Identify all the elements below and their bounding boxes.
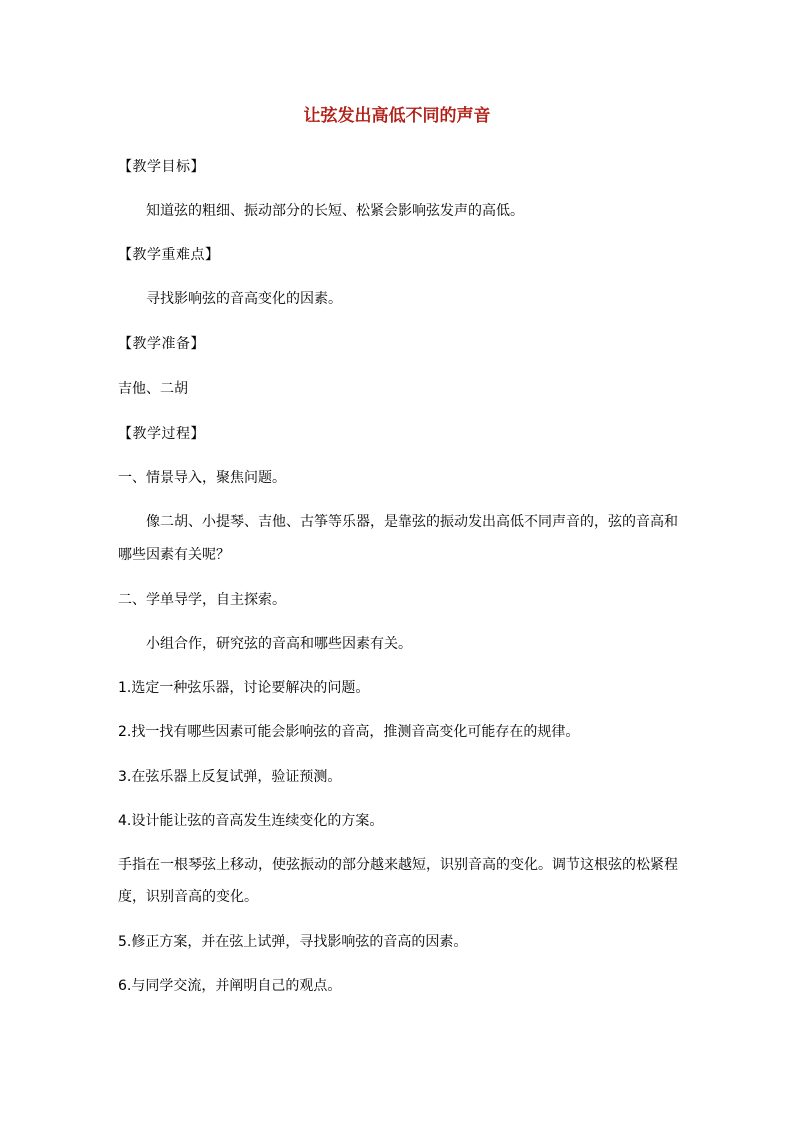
key-heading: 【教学重难点】 — [118, 247, 220, 263]
list-item: 6.与同学交流，并阐明自己的观点。 — [118, 978, 342, 994]
list-item: 4.设计能让弦的音高发生连续变化的方案。 — [118, 813, 384, 829]
method-line1: 手指在一根琴弦上移动，使弦振动的部分越来越短，识别音高的变化。调节这根弦的松紧程 — [118, 857, 678, 873]
step2-title: 二、学单导学，自主探索。 — [118, 592, 286, 608]
step1-text-line1: 像二胡、小提琴、吉他、古筝等乐器，是靠弦的振动发出高低不同声音的，弦的音高和 — [146, 514, 678, 530]
prep-heading: 【教学准备】 — [118, 336, 205, 352]
goal-heading: 【教学目标】 — [118, 159, 205, 175]
prep-text: 吉他、二胡 — [118, 381, 188, 397]
step1-text-line2: 哪些因素有关呢？ — [118, 547, 230, 563]
document-title: 让弦发出高低不同的声音 — [303, 106, 491, 126]
step2-text: 小组合作，研究弦的音高和哪些因素有关。 — [146, 636, 412, 652]
list-item: 2.找一找有哪些因素可能会影响弦的音高，推测音高变化可能存在的规律。 — [118, 724, 580, 740]
list-item: 5.修正方案，并在弦上试弹，寻找影响弦的音高的因素。 — [118, 934, 468, 950]
step1-title: 一、情景导入，聚焦问题。 — [118, 470, 286, 486]
list-item: 1.选定一种弦乐器，讨论要解决的问题。 — [118, 680, 370, 696]
list-item: 3.在弦乐器上反复试弹，验证预测。 — [118, 769, 342, 785]
key-text: 寻找影响弦的音高变化的因素。 — [146, 291, 342, 307]
process-heading: 【教学过程】 — [118, 426, 205, 442]
method-line2: 度，识别音高的变化。 — [118, 889, 258, 905]
goal-text: 知道弦的粗细、振动部分的长短、松紧会影响弦发声的高低。 — [146, 203, 524, 219]
